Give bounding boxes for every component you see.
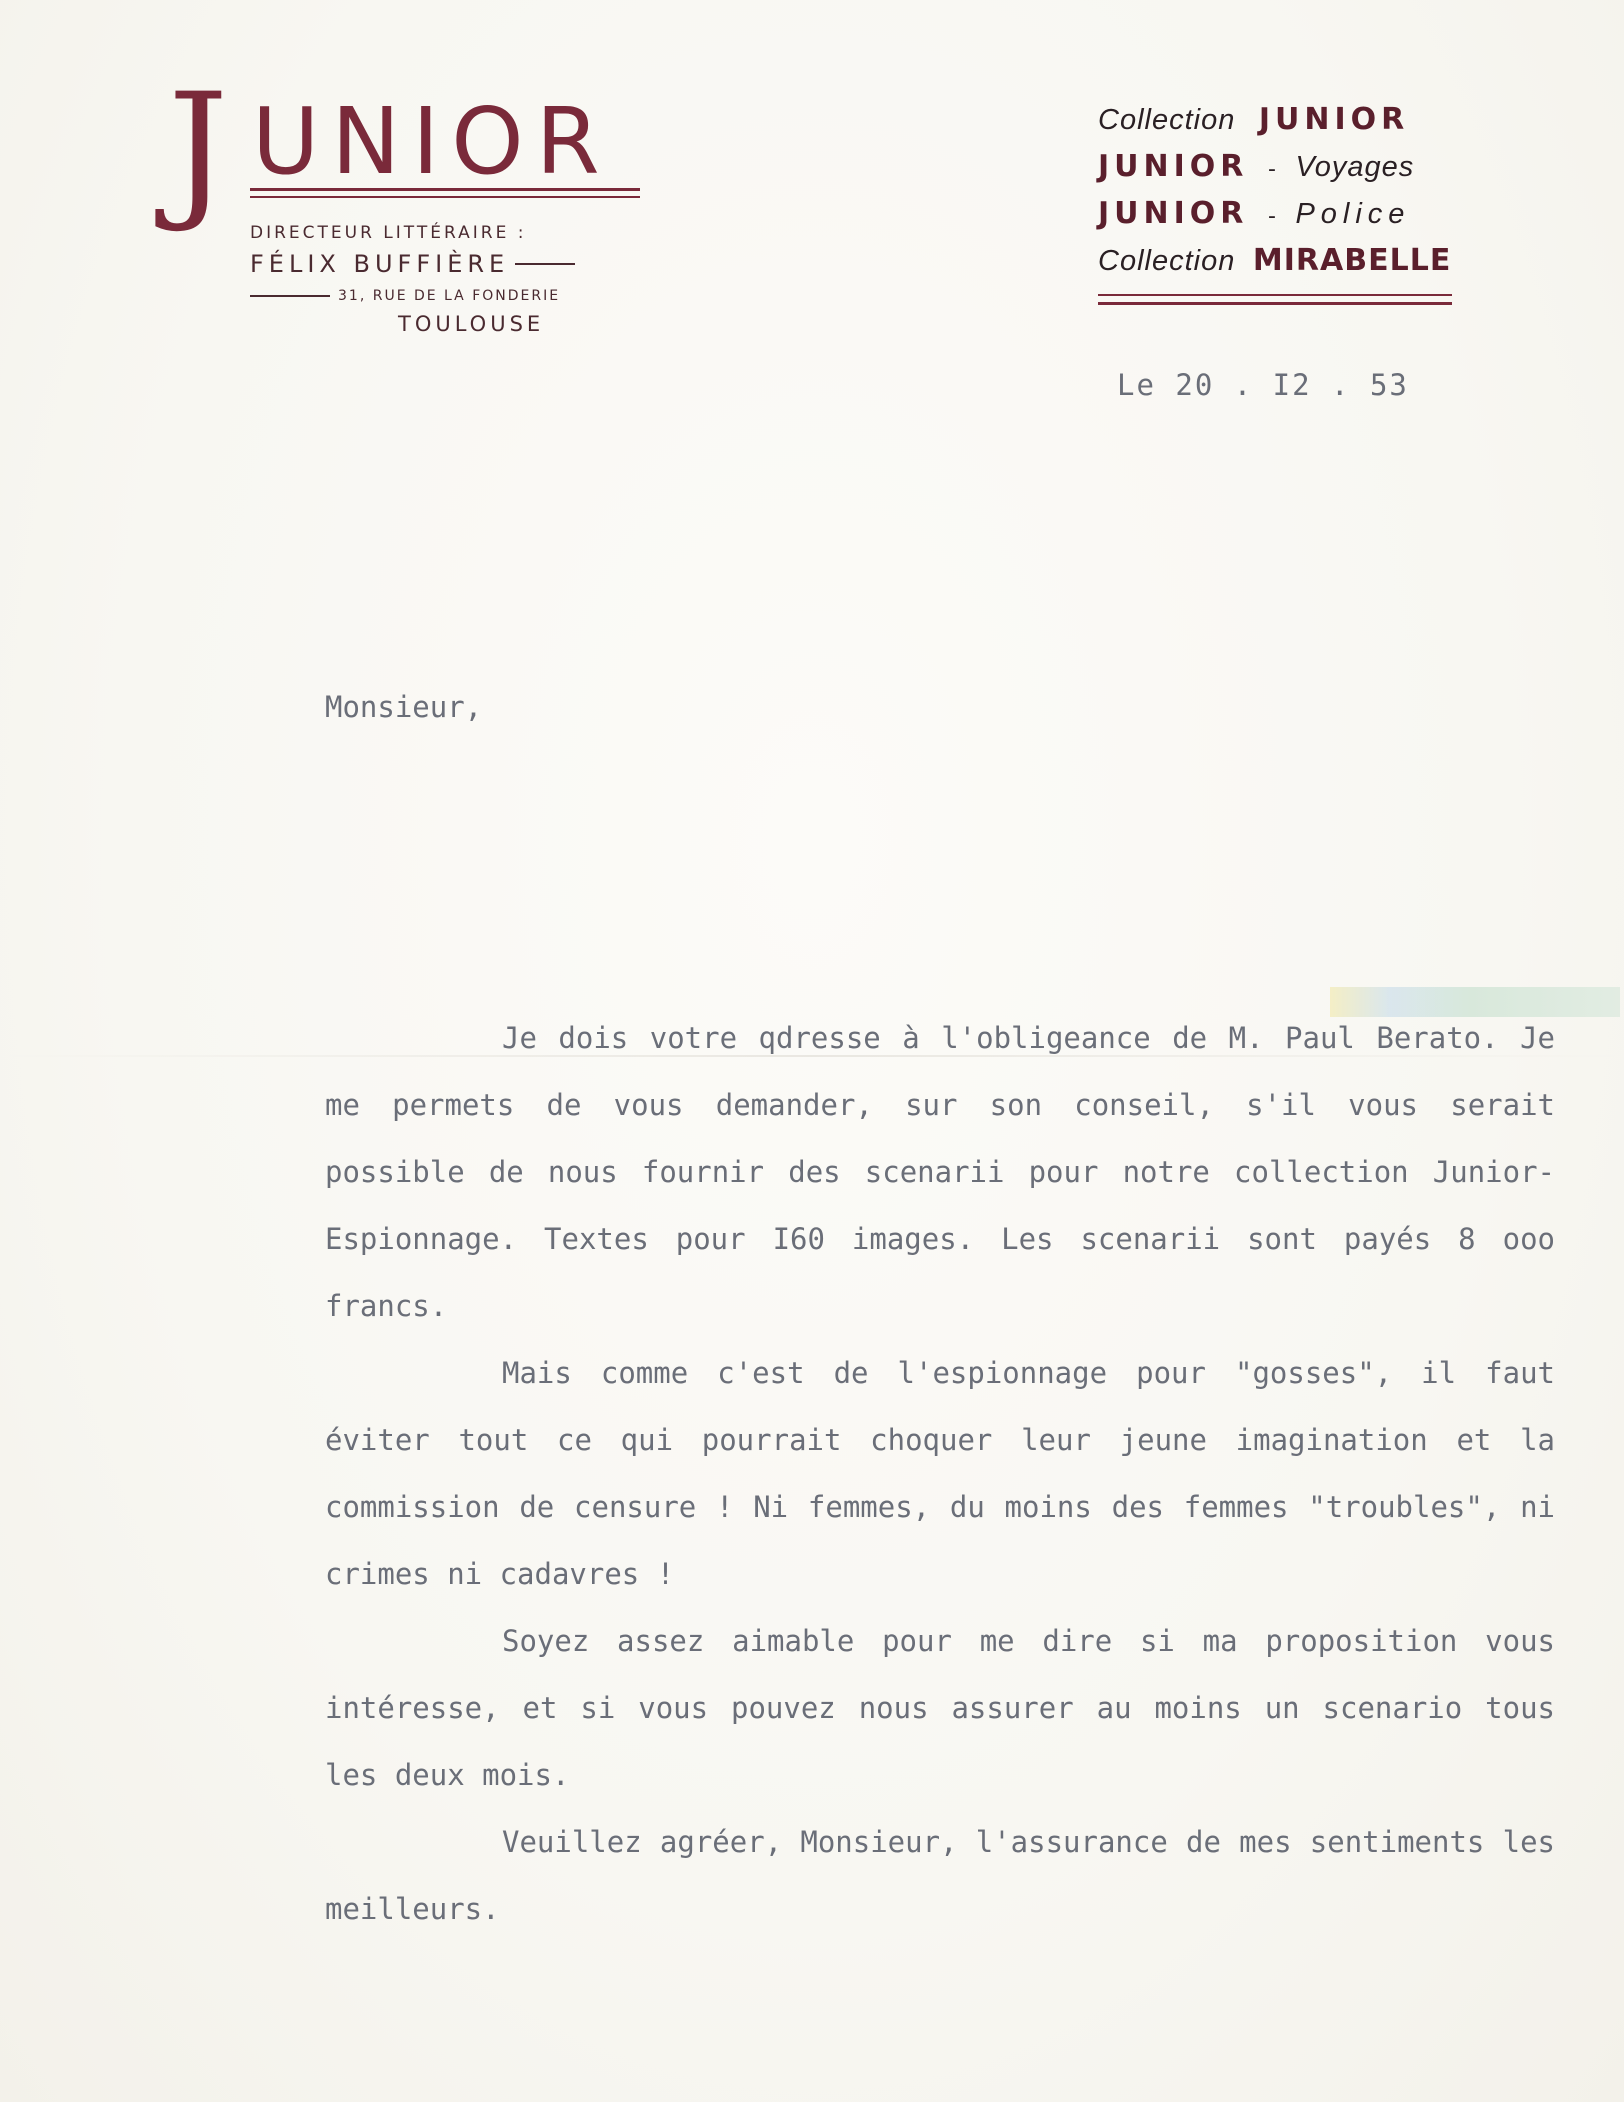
address-dash [250,295,330,297]
collection-separator: - [1267,204,1276,229]
collection-name: JUNIOR [1098,196,1249,231]
collection-name: MIRABELLE [1252,243,1452,278]
city: TOULOUSE [398,312,545,336]
director-name-row [250,250,670,278]
paragraph: Je dois votre qdresse à l'obligeance de M. Paul Berato. Je me permets de vous demander, sur son conseil, s'il vous serait possible de nous fournir des scenarii pour notre collection Junior-Espionnage. Textes pour I60 images. Les scenarii sont payés 8 ooo francs. [325,1021,1555,1323]
collection-name: JUNIOR [1098,149,1249,184]
paragraph: Mais comme c'est de l'espionnage pour "gosses", il faut éviter tout ce qui pourrait choquer leur jeune imagination et la commission de censure ! Ni femmes, du moins des femmes "troubles", ni crimes ni cadavres ! [325,1356,1555,1591]
address-row [250,288,670,304]
collection-row [1098,96,1458,143]
collection-row [1098,190,1458,237]
collection-row [1098,237,1458,284]
salutation: Monsieur, [325,690,483,724]
paragraph: Soyez assez aimable pour me dire si ma proposition vous intéresse, et si vous pouvez nous assurer au moins un scenario tous les deux mois. [325,1624,1555,1792]
brand-rule [250,188,640,198]
collections-rule [1098,294,1452,305]
letter-body [325,1005,1555,1943]
letterhead-brand [168,62,648,340]
collection-name: JUNIOR [1258,102,1410,137]
paragraph: Veuillez agréer, Monsieur, l'assurance de mes sentiments les meilleurs. [325,1825,1555,1926]
brand-name: UNIOR [252,88,612,195]
collection-separator: - [1267,157,1276,182]
brand-initial: J [168,62,229,236]
director-label: DIRECTEUR LITTÉRAIRE : [250,223,527,243]
collections-list [1098,96,1458,284]
collection-prefix: Collection [1098,104,1236,136]
director-dash [515,263,575,265]
address: 31, RUE DE LA FONDERIE [338,288,561,304]
letter-date: Le 20 . I2 . 53 [1117,368,1409,402]
collection-suffix: Police [1295,198,1411,230]
director-name: FÉLIX BUFFIÈRE [250,250,510,278]
collection-prefix: Collection [1098,245,1236,277]
collection-row [1098,143,1458,190]
collection-suffix: Voyages [1295,151,1415,183]
